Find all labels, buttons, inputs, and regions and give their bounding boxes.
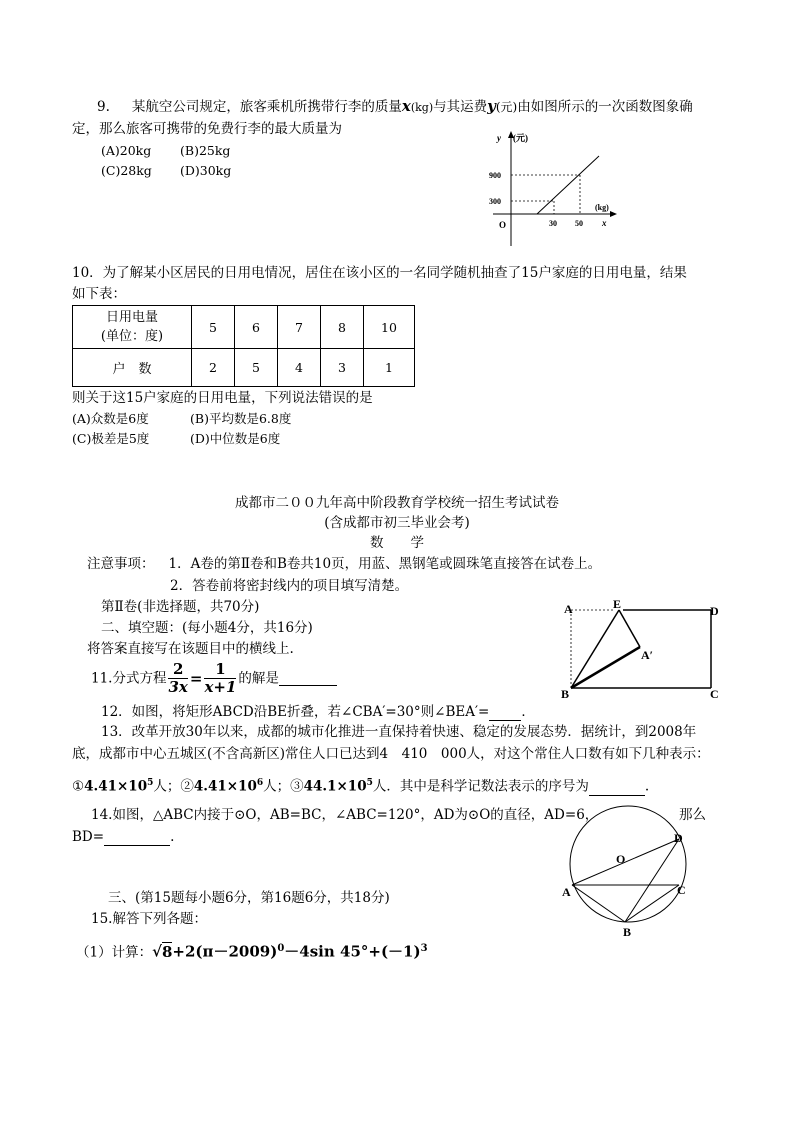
q12-answer-blank[interactable] — [489, 706, 521, 721]
origin-label: O — [499, 220, 507, 230]
table-cell: 5 — [192, 306, 235, 349]
q10-option-a: (A)众数是6度 — [72, 411, 149, 426]
exam-title: 成都市二００九年高中阶段教育学校统一招生考试试卷 — [235, 495, 559, 511]
function-line — [537, 156, 599, 214]
table-cell: 10 — [364, 306, 415, 349]
q11-answer-blank[interactable] — [279, 671, 337, 686]
table-cell: 8 — [321, 306, 364, 349]
header-line2: (单位：度) — [100, 329, 164, 344]
label-B: B — [561, 687, 570, 701]
part2-title: 第Ⅱ卷(非选择题，共70分) — [101, 599, 260, 615]
q9-option-b: (B)25kg — [180, 143, 231, 158]
q14-answer-blank[interactable] — [104, 831, 170, 846]
q9-number: 9. — [97, 99, 110, 115]
q9-option-d: (D)30kg — [180, 163, 232, 178]
q11-fraction1: $\frac{2}{3x}$ — [168, 660, 188, 696]
label-A: A — [562, 885, 571, 899]
q9-option-c: (C)28kg — [101, 163, 152, 178]
q14-line2: BD= . — [72, 829, 175, 845]
label-C: C — [710, 687, 719, 701]
edge-BA-prime — [571, 647, 640, 688]
q10-option-b: (B)平均数是6.8度 — [190, 411, 292, 426]
exam-subtitle: (含成都市初三毕业会考) — [324, 515, 470, 531]
table-cell: 6 — [235, 306, 278, 349]
q10-line2: 如下表： — [72, 286, 126, 302]
chord-AB — [572, 885, 625, 922]
label-C: C — [677, 883, 686, 897]
q9-line2: 定，那么旅客可携带的免费行李的最大质量为 — [72, 121, 342, 137]
q10-option-c: (C)极差是5度 — [72, 431, 150, 446]
chord-BD — [625, 839, 679, 922]
section2-instruction: 将答案直接写在该题目中的横线上. — [87, 641, 294, 657]
q9-option-a: (A)20kg — [101, 143, 152, 158]
table-cell: 2 — [192, 349, 235, 387]
circle-O — [570, 806, 686, 922]
notes-line2: 2．答卷前将密封线内的项目填写清楚。 — [170, 578, 409, 594]
tick-50: 50 — [575, 219, 583, 228]
q11: 11.分式方程 $\frac{2}{3x}$ = $\frac{1}{x+1}$ 的解是 — [91, 658, 337, 700]
x-label: x — [602, 218, 607, 228]
q13-line2: 底，成都市中心五城区(不含高新区)常住人口已达到4 410 000人，对这个常住人口数有如下几种表示： — [72, 746, 710, 762]
table-cell: 5 — [235, 349, 278, 387]
table-cell: 7 — [278, 306, 321, 349]
q15-title: 15.解答下列各题： — [91, 911, 207, 927]
label-A: A — [564, 602, 573, 616]
q14-line1-end: 那么 — [679, 807, 706, 823]
table-cell: 1 — [364, 349, 415, 387]
q14-line1: 14.如图，△ABC内接于⊙O，AB=BC，∠ABC=120°，AD为⊙O的直径，AD=6， — [91, 807, 599, 823]
electricity-table — [72, 305, 415, 387]
notes-line1: 注意事项： 1．A卷的第Ⅱ卷和B卷共10页，用蓝、黑钢笔或圆珠笔直接答在试卷上。 — [87, 556, 602, 572]
section2-title: 二、填空题：(每小题4分，共16分) — [101, 620, 313, 636]
q10-question: 则关于这15户家庭的日用电量，下列说法错误的是 — [72, 390, 373, 406]
header-line1: 日用电量 — [105, 310, 158, 325]
y-label: y — [497, 133, 501, 143]
table-row — [73, 349, 415, 387]
x-axis-arrow — [610, 211, 617, 217]
section3-title: 三、(第15题每小题6分，第16题6分，共18分) — [108, 890, 390, 906]
q13-line1: 13．改革开放30年以来，成都的城市化推进一直保持着快速、稳定的发展态势．据统计，到2008年 — [101, 724, 697, 740]
table-cell: 4 — [278, 349, 321, 387]
edge-EA-prime — [619, 610, 640, 647]
table-header-cell — [73, 306, 192, 349]
sqrt-symbol: √ — [152, 942, 162, 961]
table-row — [73, 306, 415, 349]
label-O: O — [616, 852, 626, 866]
fold-BE — [571, 610, 619, 688]
q9-function-graph — [485, 128, 625, 250]
table-header-cell: 户 数 — [73, 349, 192, 387]
q12-rectangle-figure — [560, 596, 730, 702]
q10-line1: 10．为了解某小区居民的日用电情况，居住在该小区的一名同学随机抽查了15户家庭的日用电量，结果 — [72, 265, 687, 281]
label-B: B — [623, 925, 632, 939]
q13-line3: $①4.41\times 10^5$人；$②4.41\times 10^6$人；$③44.1\times 10^5$人．其中是科学记数法表示的序号为 . — [72, 778, 650, 795]
tick-30: 30 — [549, 219, 557, 228]
label-A-prime: A′ — [641, 648, 654, 662]
q15-1: （1）计算：$√8+2(\pi-2009)^0-4\sin$ $45^\circ+(-1)^3$ — [76, 942, 428, 961]
x-unit: (kg) — [595, 203, 609, 212]
q11-fraction2: $\frac{1}{x+1}$ — [204, 660, 237, 696]
tick-900: 900 — [489, 171, 501, 180]
exam-subject: 数 学 — [370, 535, 424, 551]
label-E: E — [613, 597, 622, 611]
y-unit: (元) — [513, 133, 528, 143]
label-D: D — [710, 604, 719, 618]
q9-line1: 9. 某航空公司规定，旅客乘机所携带行李的质量x(kg)与其运费y(元)由如图所示的一次函数图象确 — [97, 97, 693, 115]
q14-circle-figure — [560, 804, 710, 940]
tick-300: 300 — [489, 197, 501, 206]
table-cell: 3 — [321, 349, 364, 387]
diameter-AD — [572, 839, 679, 885]
q10-option-d: (D)中位数是6度 — [190, 431, 281, 446]
q12: 12．如图，将矩形ABCD沿BE折叠，若∠CBA′=30°则∠BEA′= ． — [101, 704, 535, 720]
q13-answer-blank[interactable] — [589, 781, 645, 796]
label-D: D — [674, 831, 683, 845]
